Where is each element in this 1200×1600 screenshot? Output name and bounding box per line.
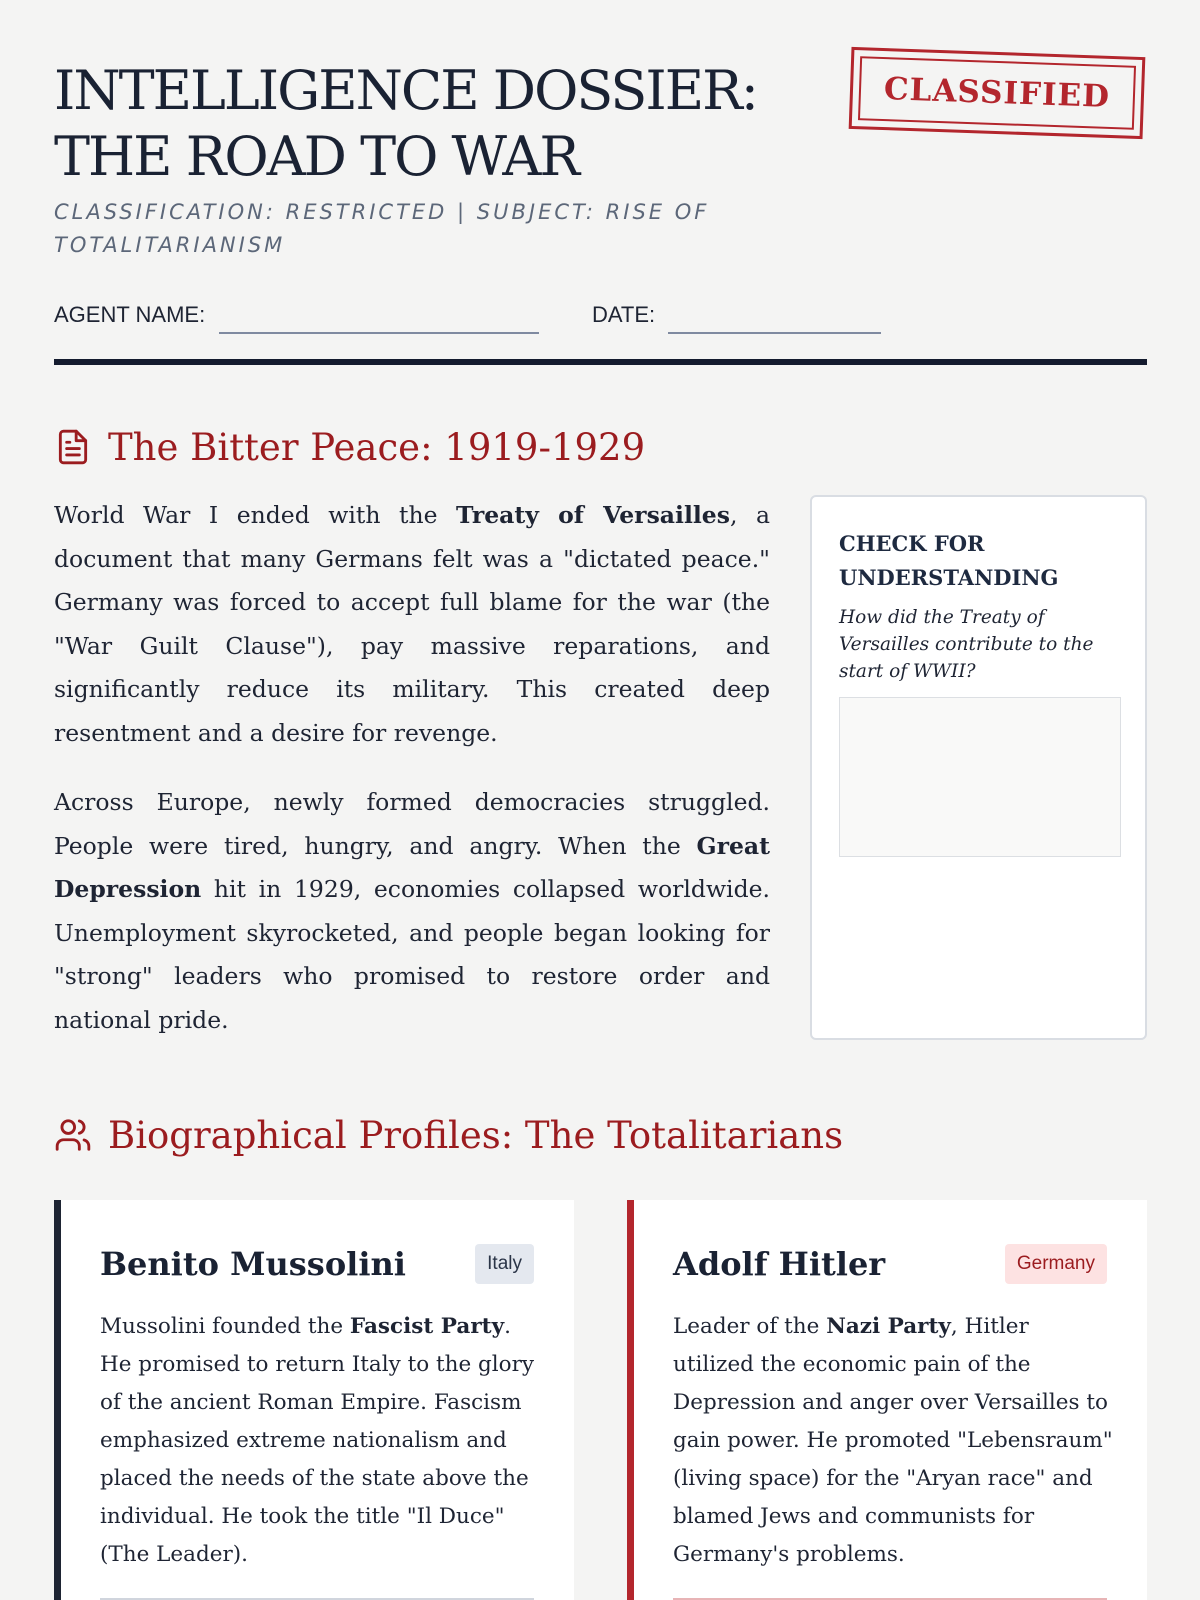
- profile-description: [673, 1308, 1113, 1574]
- profile-name: Adolf Hitler: [673, 1245, 886, 1283]
- agent-name-field[interactable]: [219, 332, 539, 334]
- profile-name: Benito Mussolini: [100, 1245, 406, 1283]
- term-fascist-party: Fascist Party: [349, 1314, 505, 1339]
- classified-stamp: [849, 47, 1146, 139]
- paragraph-text: hit in 1929, economies collapsed worldwide. Unemployment skyrocketed, and people began looking for "strong" leaders who promised to restore order and national pride.: [54, 875, 770, 1034]
- answer-input[interactable]: [839, 697, 1121, 857]
- profile-text: . He promised to return Italy to the glory of the ancient Roman Empire. Fascism emphasized extreme nationalism and placed the needs of the state above the individual. He took the title "Il Duce" (The Leader).: [100, 1314, 535, 1567]
- date-label: DATE:: [592, 302, 656, 327]
- document-icon: [54, 428, 92, 466]
- term-nazi-party: Nazi Party: [826, 1314, 951, 1339]
- profile-text: Leader of the: [673, 1314, 827, 1339]
- term-great-depression: Great Depression: [54, 831, 770, 903]
- check-title: CHECK FOR UNDERSTANDING: [839, 531, 1059, 590]
- users-icon: [54, 1116, 92, 1154]
- header-divider: [54, 359, 1147, 365]
- term-treaty-of-versailles: Treaty of Versailles: [456, 501, 730, 529]
- paragraph-text: , a document that many Germans felt was a "dictated peace." Germany was forced to accept full blame for the war (the "War Guilt Clause"), pay massive reparations, and significantly reduce its military. This created deep resentment and a desire for revenge.: [54, 501, 770, 747]
- date-field[interactable]: [668, 332, 881, 334]
- agent-info-row: [54, 300, 1147, 336]
- section-heading-text: Biographical Profiles: The Totalitarians: [108, 1113, 844, 1157]
- profile-description: [100, 1308, 540, 1574]
- paragraph-text: Across Europe, newly formed democracies struggled. People were tired, hungry, and angry. When the: [54, 788, 770, 860]
- check-for-understanding-box: [810, 495, 1147, 1040]
- stamp-label: CLASSIFIED: [858, 56, 1136, 130]
- agent-name-label: AGENT NAME:: [54, 302, 206, 327]
- profile-text: Mussolini founded the: [100, 1314, 350, 1339]
- paragraph-text: World War I ended with the: [54, 501, 457, 529]
- section-bitter-peace-heading: [54, 423, 1147, 471]
- profile-card-hitler: [627, 1200, 1147, 1600]
- paragraph-versailles: [54, 494, 770, 755]
- classification-subtitle: CLASSIFICATION: RESTRICTED | SUBJECT: RISE OF TOTALITARIANISM: [54, 200, 710, 257]
- country-badge: Germany: [1005, 1244, 1107, 1284]
- profile-card-mussolini: [54, 1200, 574, 1600]
- section-heading-text: The Bitter Peace: 1919-1929: [108, 425, 646, 469]
- paragraph-depression: [54, 781, 770, 1042]
- country-badge: Italy: [475, 1244, 534, 1284]
- profile-text: , Hitler utilized the economic pain of the Depression and anger over Versailles to gain power. He promoted "Lebensraum" (living space) for the "Aryan race" and blamed Jews and communists for Germany's problems.: [673, 1314, 1113, 1567]
- page-title: INTELLIGENCE DOSSIER: THE ROAD TO WAR: [54, 59, 757, 188]
- check-question: How did the Treaty of Versailles contribute to the start of WWII?: [839, 607, 1094, 682]
- section-profiles-heading: [54, 1111, 1147, 1159]
